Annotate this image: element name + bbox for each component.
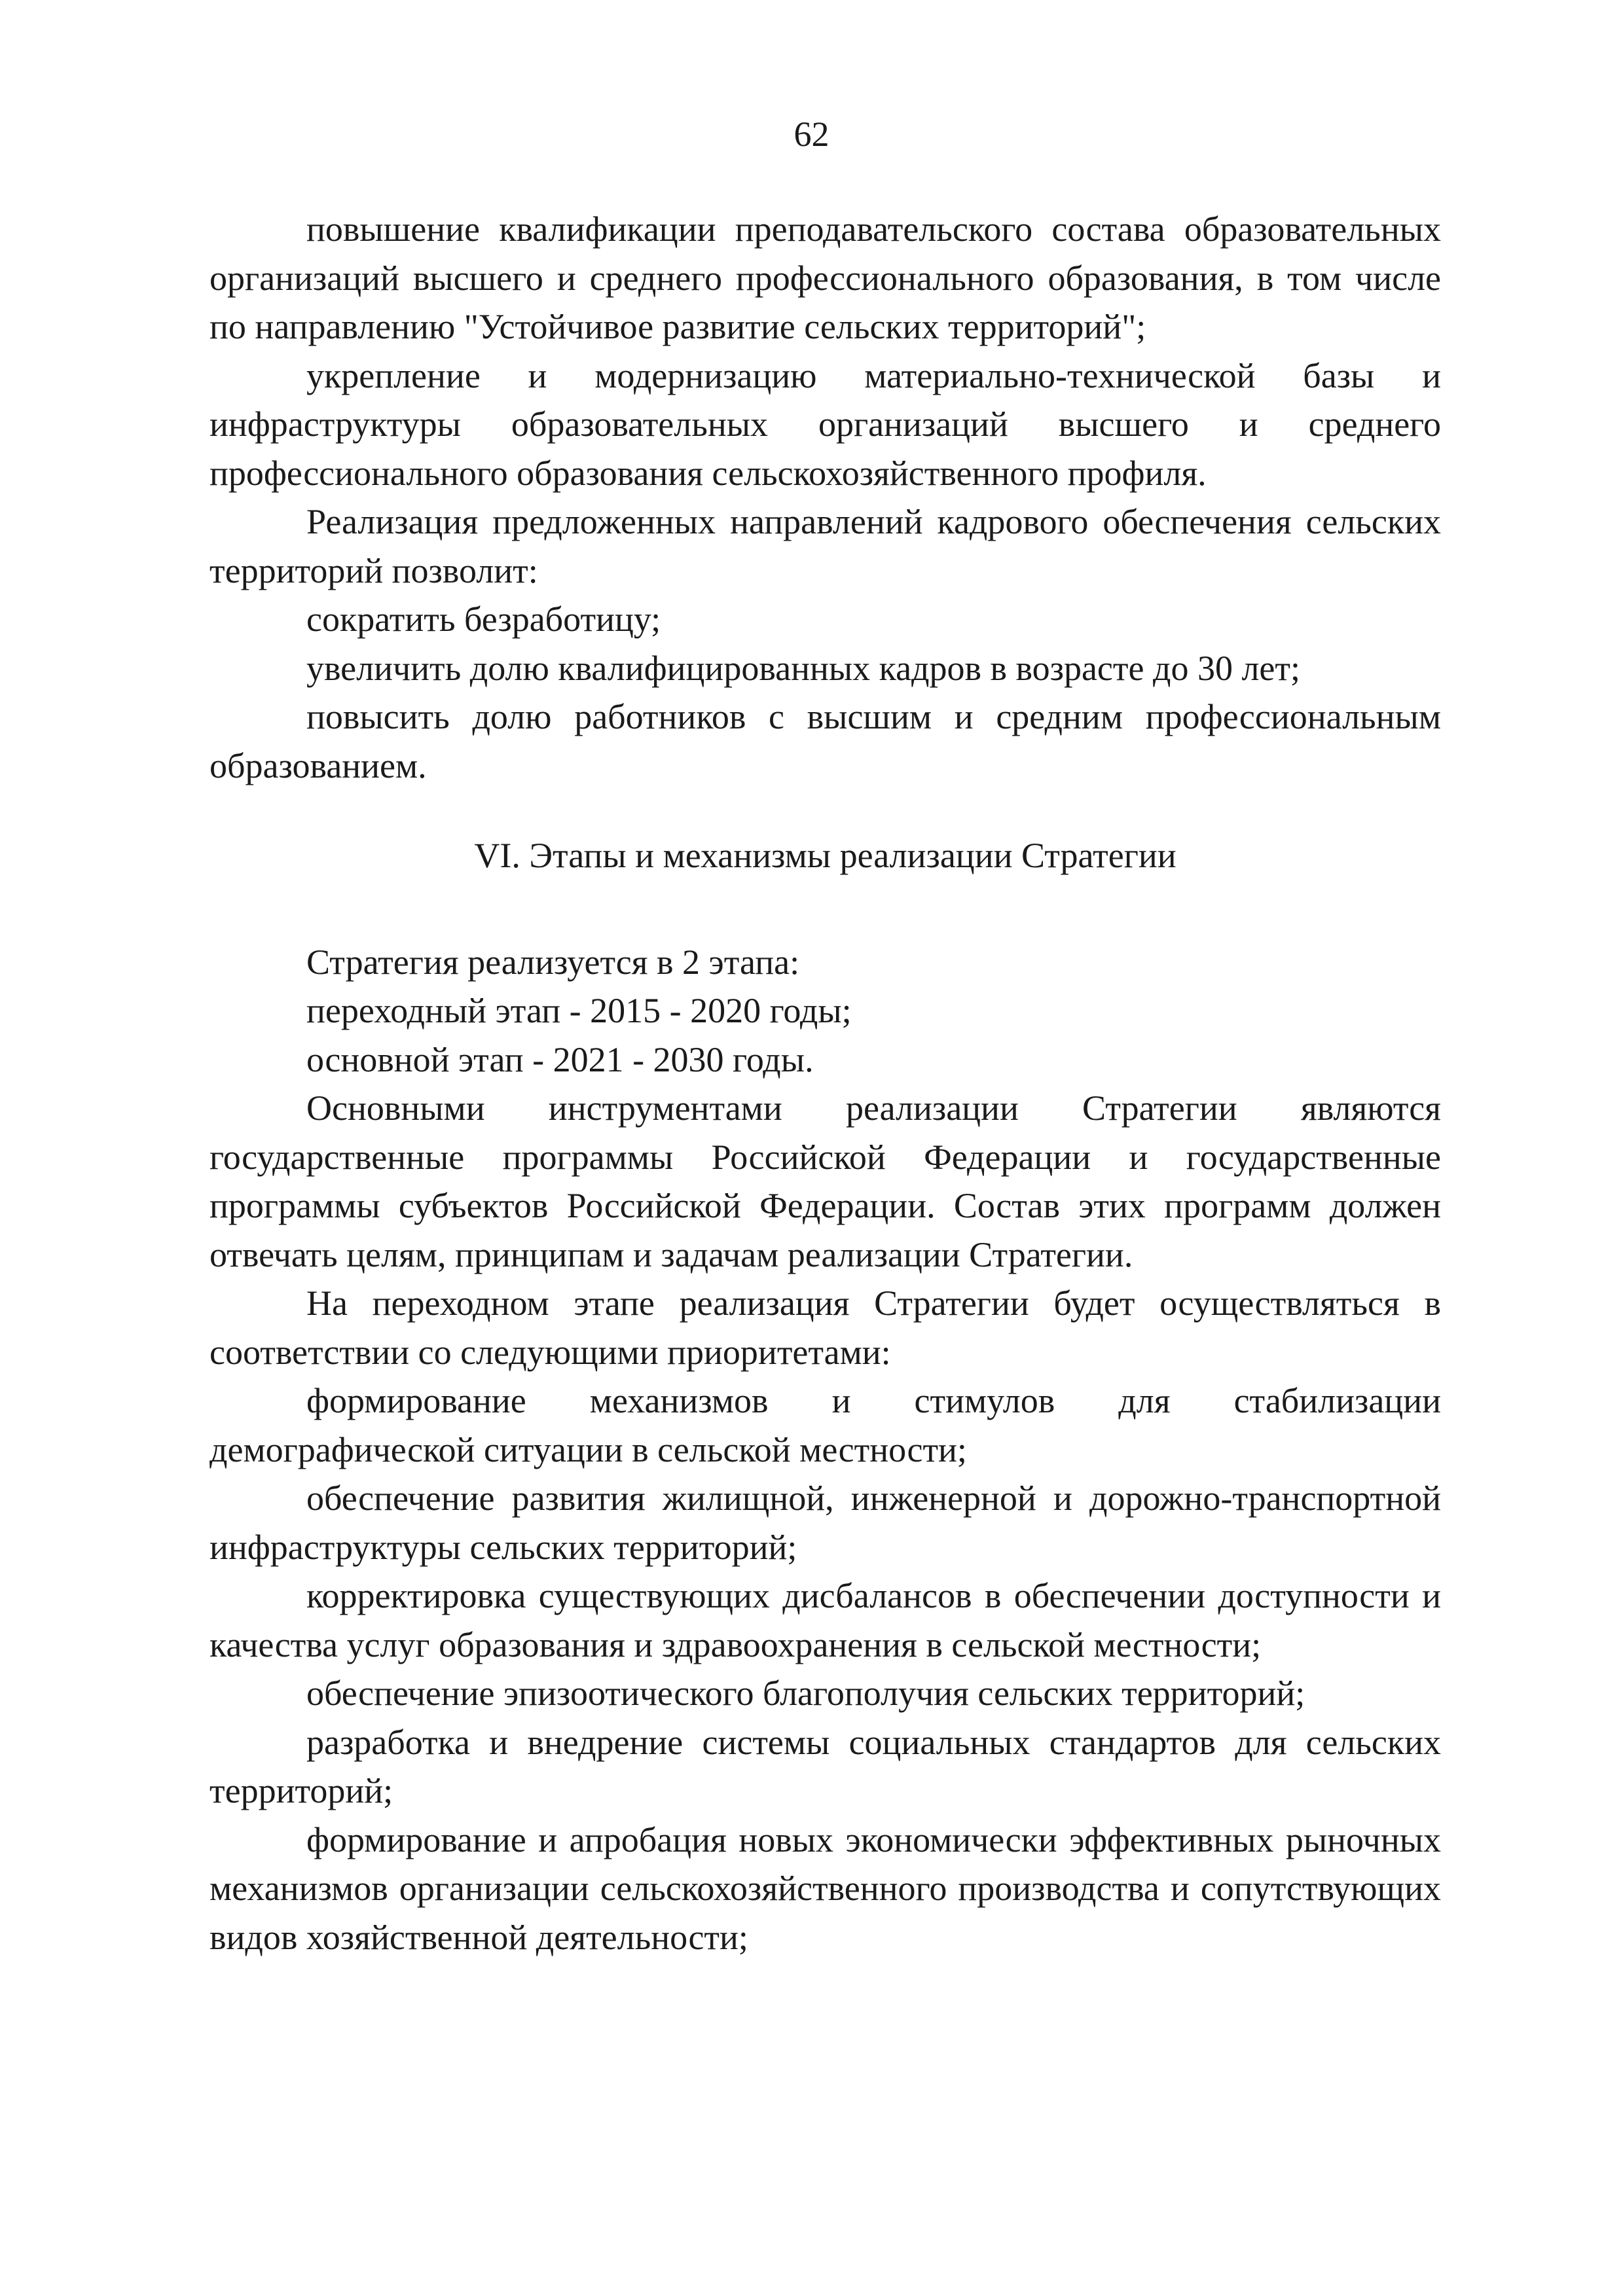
paragraph: формирование и апробация новых экономически эффективных рыночных механизмов организации сельскохозяйственного производства и сопутствующих видов хозяйственной деятельности; bbox=[210, 1820, 1441, 1957]
paragraph: формирование механизмов и стимулов для стабилизации демографической ситуации в сельской местности; bbox=[210, 1381, 1441, 1469]
paragraph: повысить долю работников с высшим и средним профессиональным образованием. bbox=[210, 697, 1441, 785]
paragraph: Стратегия реализуется в 2 этапа: bbox=[306, 942, 800, 982]
paragraph: основной этап - 2021 - 2030 годы. bbox=[306, 1039, 814, 1079]
paragraph: Основными инструментами реализации Стратегии являются государственные программы Российской Федерации и государственные программы субъектов Российской Федерации. Состав этих программ должен отвечать целям, принципам и задачам реализации Стратегии. bbox=[210, 1088, 1441, 1274]
paragraph: укрепление и модернизацию материально-технической базы и инфраструктуры образовательных организаций высшего и среднего профессионального образования сельскохозяйственного профиля. bbox=[210, 355, 1441, 493]
document-body bbox=[210, 205, 1441, 1962]
paragraph: Реализация предложенных направлений кадрового обеспечения сельских территорий позволит: bbox=[210, 502, 1441, 590]
paragraph: обеспечение развития жилищной, инженерной и дорожно-транспортной инфраструктуры сельских территорий; bbox=[210, 1479, 1441, 1567]
page-number: 62 bbox=[793, 115, 830, 154]
paragraph: На переходном этапе реализация Стратегии будет осуществляться в соответствии со следующими приоритетами: bbox=[210, 1283, 1441, 1372]
paragraph: переходный этап - 2015 - 2020 годы; bbox=[306, 991, 852, 1030]
section-heading: VI. Этапы и механизмы реализации Стратегии bbox=[474, 836, 1176, 875]
paragraph: сократить безработицу; bbox=[306, 600, 661, 639]
paragraph: разработка и внедрение системы социальных стандартов для сельских территорий; bbox=[210, 1722, 1441, 1810]
paragraph: обеспечение эпизоотического благополучия сельских территорий; bbox=[306, 1674, 1305, 1713]
paragraph: увеличить долю квалифицированных кадров в возрасте до 30 лет; bbox=[306, 648, 1300, 688]
paragraph: корректировка существующих дисбалансов в обеспечении доступности и качества услуг образования и здравоохранения в сельской местности; bbox=[210, 1576, 1441, 1664]
paragraph: повышение квалификации преподавательского состава образовательных организаций высшего и среднего профессионального образования, в том числе по направлению "Устойчивое развитие сельских территорий"; bbox=[210, 209, 1441, 346]
